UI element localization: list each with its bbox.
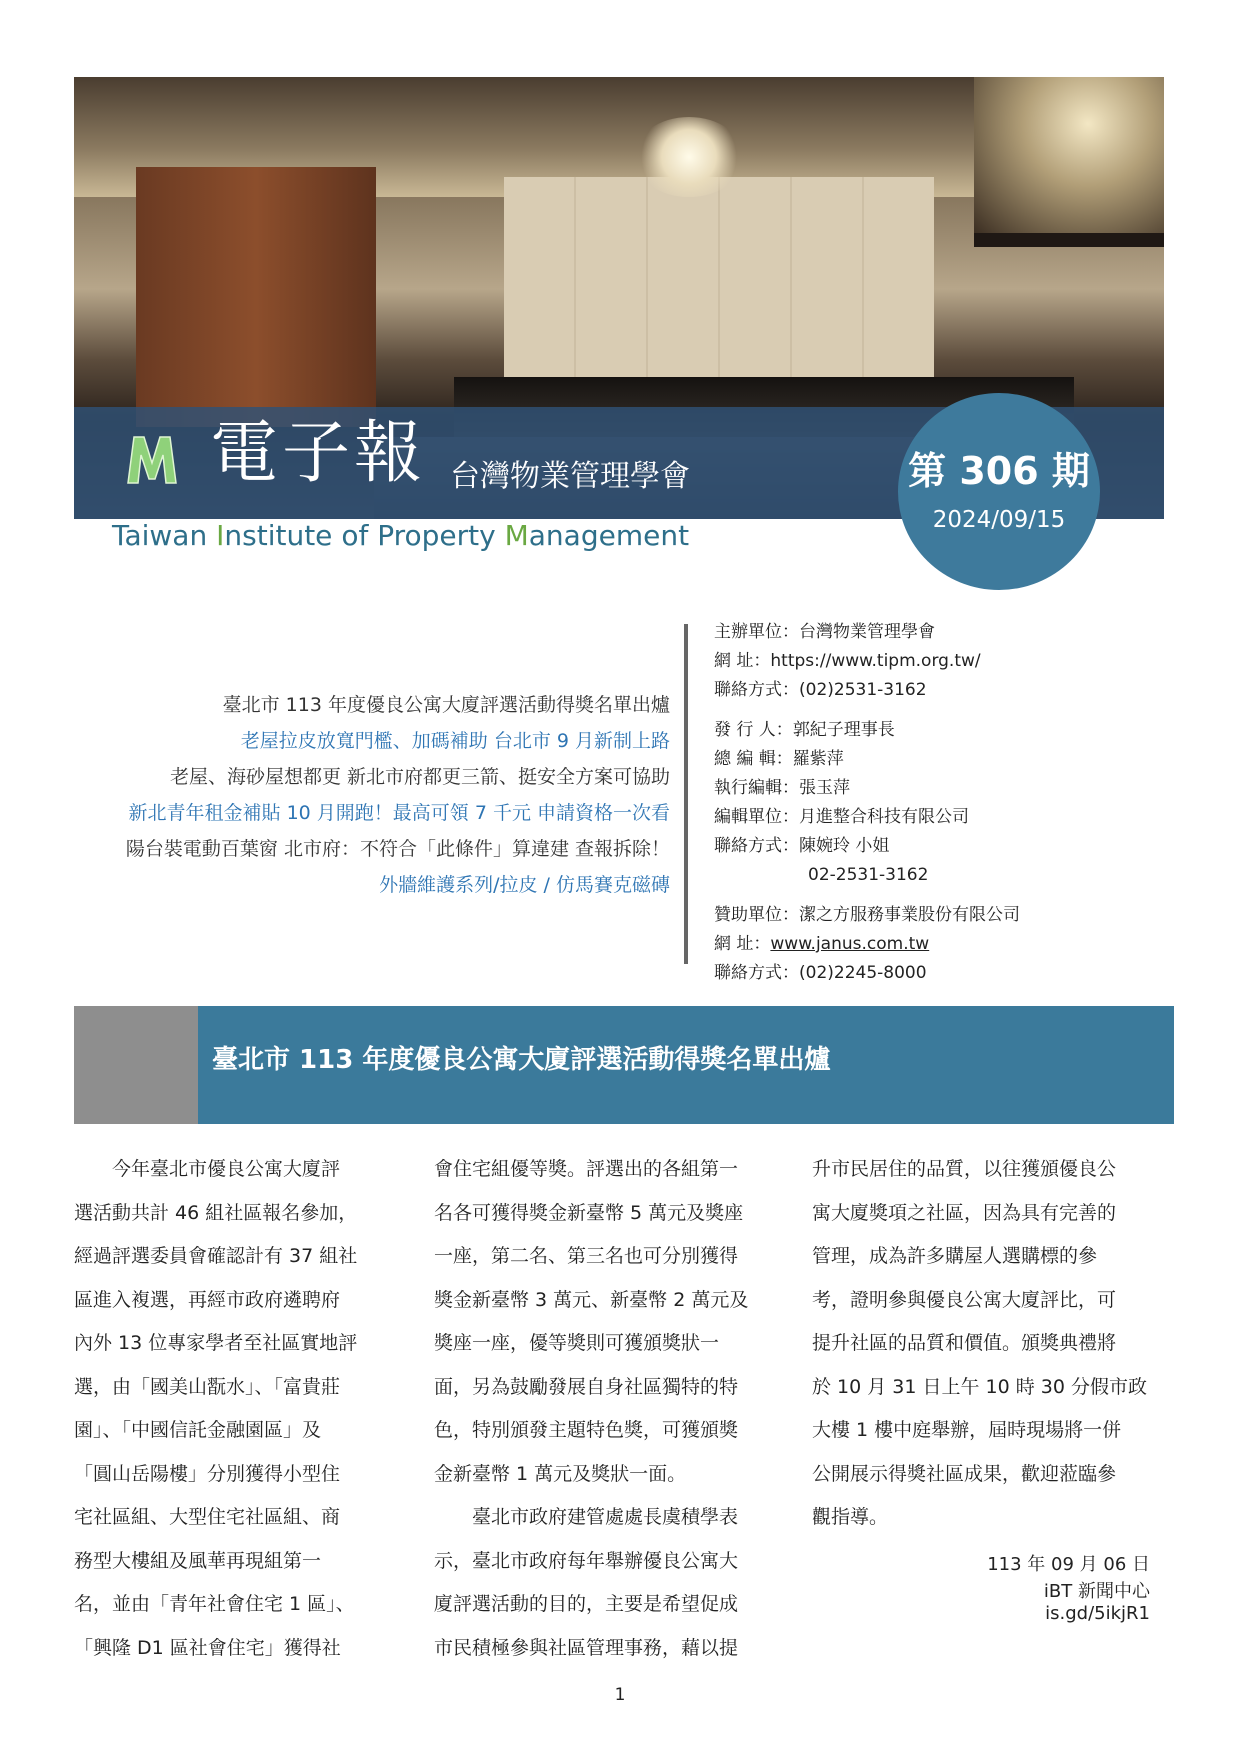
sponsor-website-link[interactable]: www.janus.com.tw: [770, 934, 930, 954]
text-line: 獎金新臺幣 3 萬元、新臺幣 2 萬元及: [434, 1288, 749, 1311]
text-line: 名各可獲得獎金新臺幣 5 萬元及獎座: [434, 1201, 744, 1224]
text-line: 提升社區的品質和價值。頒獎典禮將: [812, 1332, 1117, 1354]
text-line: 寓大廈獎項之社區，因為具有完善的: [812, 1201, 1117, 1224]
text-line: 市民積極參與社區管理事務，藉以提: [434, 1636, 739, 1659]
text-line: 色，特別頒發主題特色獎，可獲頒獎: [434, 1419, 739, 1441]
text-line: 「興隆 D1 區社會住宅」獲得社: [74, 1636, 341, 1659]
publisher-info: 主辦單位：台灣物業管理學會 網 址：https://www.tipm.org.tw/ 聯絡方式：(02)2531-3162 發 行 人：郭紀子理事長 總 編 輯：羅紫萍 執行編輯：張玉萍 編輯單位：月進整合科技有限公司 聯絡方式：陳婉玲 小姐 02-2531-3162 贊助單位：潔之方服務事業股份有限公司 網 址：www.janus.com.tw 聯絡方式：(02)2245-8000: [714, 622, 1020, 983]
newsletter-title: 電子報: [210, 414, 427, 493]
article-column-2: [434, 1148, 774, 1670]
text-line: 大樓 1 樓中庭舉辦，屆時現場將一併: [812, 1419, 1122, 1441]
text-line: 升市民居住的品質，以往獲頒優良公: [812, 1158, 1117, 1180]
text-line: 園」、「中國信託金融園區」及: [74, 1419, 322, 1441]
issue-date: 2024/09/15: [932, 507, 1066, 533]
banner-accent: [74, 1006, 198, 1124]
headline-item[interactable]: 老屋拉皮放寬門檻、加碼補助 台北市 9 月新制上路: [240, 730, 670, 752]
org-name: 台灣物業管理學會: [450, 459, 690, 494]
headline-item[interactable]: 陽台裝電動百葉窗 北市府：不符合「此條件」算違建 查報拆除！: [125, 838, 670, 860]
article-source: iBT 新聞中心: [1043, 1581, 1150, 1602]
issue-number: 第 306 期: [908, 449, 1090, 493]
page-number: 1: [614, 1685, 626, 1705]
text-line: 區進入複選，再經市政府遴聘府: [74, 1288, 341, 1311]
text-line: 觀指導。: [812, 1506, 889, 1528]
text-line: 經過評選委員會確認計有 37 組社: [74, 1245, 358, 1267]
headline-item[interactable]: 老屋、海砂屋想都更 新北市府都更三箭、挺安全方案可協助: [169, 766, 670, 788]
text-line: 獎座一座，優等獎則可獲頒獎狀一: [434, 1332, 720, 1354]
article-date: 113 年 09 月 06 日: [987, 1554, 1150, 1575]
logo-m-icon: [124, 433, 180, 485]
text-line: 考，證明參與優良公寓大廈評比，可: [812, 1288, 1117, 1311]
chandelier-icon: [634, 117, 744, 197]
article-column-1: [74, 1148, 374, 1670]
text-line: 宅社區組、大型住宅社區組、商: [74, 1506, 341, 1528]
text-line: 今年臺北市優良公寓大廈評: [74, 1158, 341, 1180]
divider: [684, 624, 688, 964]
text-line: 金新臺幣 1 萬元及獎狀一面。: [434, 1462, 687, 1485]
text-line: 管理，成為許多購屋人選購標的參: [812, 1245, 1098, 1267]
text-line: 名，並由「青年社會住宅 1 區」、: [74, 1593, 355, 1615]
text-line: 於 10 月 31 日上午 10 時 30 分假市政: [812, 1375, 1148, 1398]
article-title: 臺北市 113 年度優良公寓大廈評選活動得獎名單出爐: [212, 1045, 831, 1075]
website-link[interactable]: https://www.tipm.org.tw/: [770, 651, 981, 671]
text-line: 廈評選活動的目的，主要是希望促成: [434, 1593, 739, 1615]
headline-list: [70, 687, 670, 903]
text-line: 務型大樓組及風華再現組第一: [74, 1549, 322, 1572]
text-line: 「圓山岳陽樓」分別獲得小型住: [74, 1462, 341, 1485]
headline-item[interactable]: 新北青年租金補貼 10 月開跑！最高可領 7 千元 申請資格一次看: [128, 802, 670, 824]
org-tagline: Taiwan Institute of Property Management: [112, 519, 690, 552]
article-column-3: [812, 1148, 1157, 1540]
text-line: 選活動共計 46 組社區報名參加，: [74, 1201, 358, 1224]
text-line: 面，另為鼓勵發展自身社區獨特的特: [434, 1375, 739, 1398]
text-line: 內外 13 位專家學者至社區實地評: [74, 1332, 358, 1354]
article-source-link[interactable]: is.gd/5ikjR1: [1045, 1603, 1150, 1624]
text-line: 公開展示得獎社區成果，歡迎蒞臨參: [812, 1462, 1117, 1485]
host-name: 台灣物業管理學會: [799, 622, 935, 642]
headline-item[interactable]: 臺北市 113 年度優良公寓大廈評選活動得獎名單出爐: [222, 694, 670, 716]
headline-item[interactable]: 外牆維護系列/拉皮 / 仿馬賽克磁磚: [379, 874, 670, 896]
text-line: 示，臺北市政府每年舉辦優良公寓大: [434, 1549, 739, 1572]
text-line: 一座，第二名、第三名也可分別獲得: [434, 1245, 739, 1267]
text-line: 臺北市政府建管處處長虞積學表: [434, 1506, 739, 1528]
text-line: 選，由「國美山翫水」、「富貴莊: [74, 1375, 341, 1398]
text-line: 會住宅組優等獎。評選出的各組第一: [434, 1158, 739, 1180]
